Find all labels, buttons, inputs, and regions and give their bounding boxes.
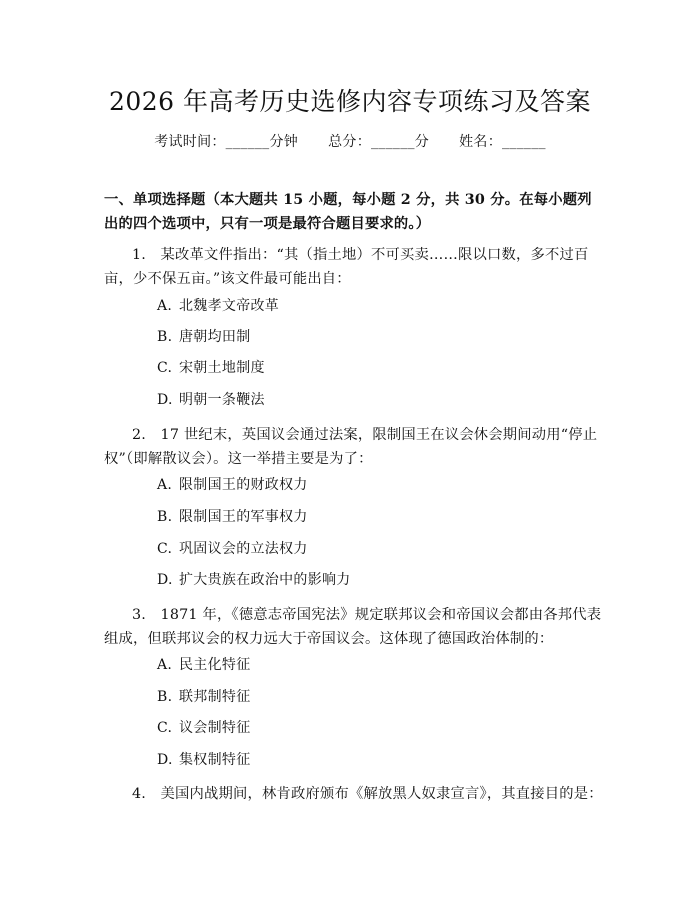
question-3-option-c: [157, 718, 251, 738]
option-text: 明朝一条鞭法: [179, 392, 265, 408]
option-letter: B.: [157, 689, 173, 705]
option-letter: C.: [157, 720, 173, 736]
option-letter: D.: [157, 572, 173, 588]
question-2-stem: 2. 17 世纪末，英国议会通过法案，限制国王在议会休会期间动用“停止权”（即解散议会）。这一举措主要是为了：: [104, 427, 598, 467]
option-text: 宋朝土地制度: [179, 360, 265, 376]
question-1-stem: 1. 某改革文件指出：“其（指土地）不可买卖……限以口数，多不过百亩，少不保五亩。”该文件最可能出自：: [104, 247, 589, 287]
option-text: 限制国王的财政权力: [179, 477, 308, 493]
question-2-option-b: [157, 507, 308, 527]
question-1-option-b: [157, 327, 251, 347]
question-3-stem: 3. 1871 年，《德意志帝国宪法》规定联邦议会和帝国议会都由各邦代表组成，但联邦议会的权力远大于帝国议会。这体现了德国政治体制的：: [104, 607, 602, 647]
option-text: 限制国王的军事权力: [179, 509, 308, 525]
question-2-option-d: [157, 570, 351, 590]
option-text: 民主化特征: [179, 657, 251, 673]
question-1-option-c: [157, 358, 265, 378]
total-score-field: 总分：______分: [328, 134, 430, 150]
option-letter: D.: [157, 752, 173, 768]
option-text: 唐朝均田制: [179, 329, 251, 345]
option-letter: B.: [157, 329, 173, 345]
exam-time-field: 考试时间：______分钟: [154, 134, 299, 150]
question-1-option-a: [157, 296, 279, 316]
question-3-option-a: [157, 655, 251, 675]
question-2-option-c: [157, 539, 308, 559]
option-letter: B.: [157, 509, 173, 525]
question-1-option-d: [157, 390, 265, 410]
option-text: 集权制特征: [179, 752, 251, 768]
option-text: 扩大贵族在政治中的影响力: [179, 572, 351, 588]
question-3-option-b: [157, 687, 251, 707]
option-letter: C.: [157, 541, 173, 557]
exam-meta: [0, 131, 700, 151]
option-text: 议会制特征: [179, 720, 251, 736]
option-text: 巩固议会的立法权力: [179, 541, 308, 557]
student-name-field: 姓名：______: [459, 134, 546, 150]
option-letter: A.: [157, 298, 173, 314]
option-letter: A.: [157, 657, 173, 673]
option-text: 联邦制特征: [179, 689, 251, 705]
option-text: 北魏孝文帝改革: [179, 298, 280, 314]
question-3-option-d: [157, 750, 251, 770]
page-title: 2026 年高考历史选修内容专项练习及答案: [108, 87, 592, 116]
option-letter: A.: [157, 477, 173, 493]
question-4-stem: 4. 美国内战期间，林肯政府颁布《解放黑人奴隶宣言》，其直接目的是：: [132, 786, 603, 802]
question-2-option-a: [157, 475, 308, 495]
option-letter: C.: [157, 360, 173, 376]
option-letter: D.: [157, 392, 173, 408]
section-heading: 一、单项选择题（本大题共 15 小题，每小题 2 分，共 30 分。在每小题列出的四个选项中，只有一项是最符合题目要求的。）: [104, 192, 592, 232]
